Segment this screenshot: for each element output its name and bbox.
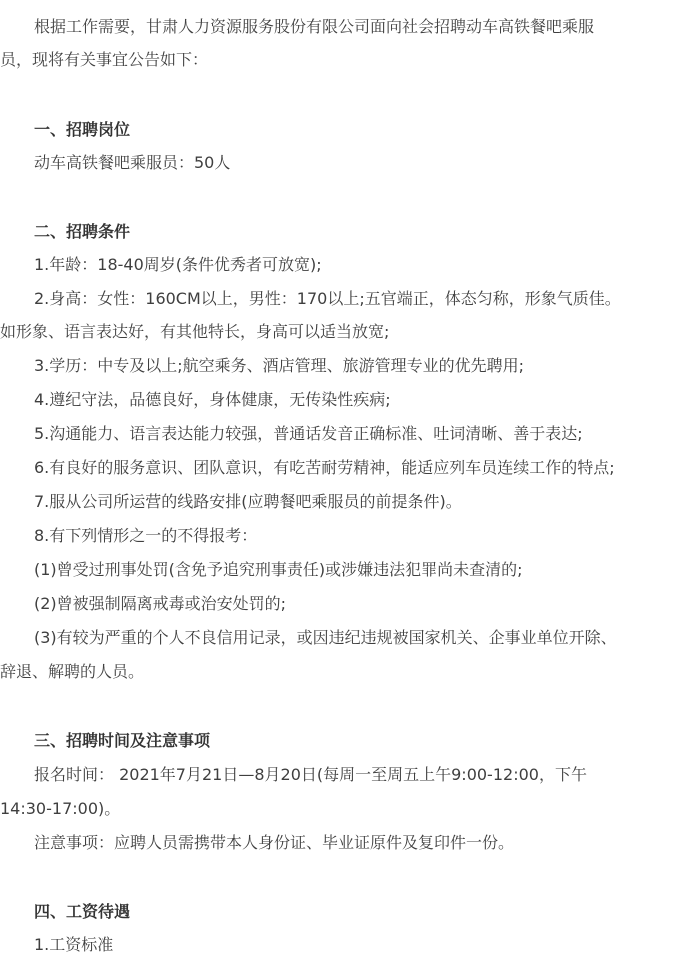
paragraph-line: 5.沟通能力、语言表达能力较强，普通话发音正确标准、吐词清晰、善于表达; [34, 424, 583, 443]
section-heading: 一、招聘岗位 [34, 120, 131, 139]
section-heading: 四、工资待遇 [34, 902, 131, 921]
paragraph-line: 3.学历：中专及以上;航空乘务、酒店管理、旅游管理专业的优先聘用; [34, 356, 525, 375]
paragraph-line: 2.身高：女性：160CM以上，男性：170以上;五官端正，体态匀称，形象气质佳。 [34, 289, 621, 308]
paragraph-line: 如形象、语言表达好，有其他特长，身高可以适当放宽; [0, 322, 390, 341]
paragraph-line: 辞退、解聘的人员。 [0, 662, 145, 681]
paragraph-line: 7.服从公司所运营的线路安排(应聘餐吧乘服员的前提条件)。 [34, 492, 462, 511]
paragraph-line: 1.年龄：18-40周岁(条件优秀者可放宽); [34, 255, 322, 274]
paragraph-line: 注意事项：应聘人员需携带本人身份证、毕业证原件及复印件一份。 [34, 833, 515, 852]
paragraph-line: 动车高铁餐吧乘服员：50人 [34, 153, 231, 172]
paragraph-line: 14:30-17:00)。 [0, 799, 121, 818]
section-heading: 三、招聘时间及注意事项 [34, 731, 211, 750]
paragraph-line: 8.有下列情形之一的不得报考： [34, 526, 258, 545]
paragraph-line: (1)曾受过刑事处罚(含免予追究刑事责任)或涉嫌违法犯罪尚未查清的; [34, 560, 523, 579]
intro-line: 根据工作需要，甘肃人力资源服务股份有限公司面向社会招聘动车高铁餐吧乘服 [34, 17, 595, 36]
paragraph-line: (2)曾被强制隔离戒毒或治安处罚的; [34, 594, 287, 613]
paragraph-line: 报名时间： 2021年7月21日—8月20日(每周一至周五上午9:00-12:00，下午 [34, 765, 587, 784]
intro-line: 员，现将有关事宜公告如下： [0, 50, 209, 69]
section-heading: 二、招聘条件 [34, 222, 131, 241]
paragraph-line: 4.遵纪守法，品德良好，身体健康，无传染性疾病; [34, 390, 391, 409]
paragraph-line: 1.工资标准 [34, 935, 114, 954]
paragraph-line: 6.有良好的服务意识、团队意识，有吃苦耐劳精神，能适应列车员连续工作的特点; [34, 458, 615, 477]
paragraph-line: (3)有较为严重的个人不良信用记录，或因违纪违规被国家机关、企事业单位开除、 [34, 628, 617, 647]
